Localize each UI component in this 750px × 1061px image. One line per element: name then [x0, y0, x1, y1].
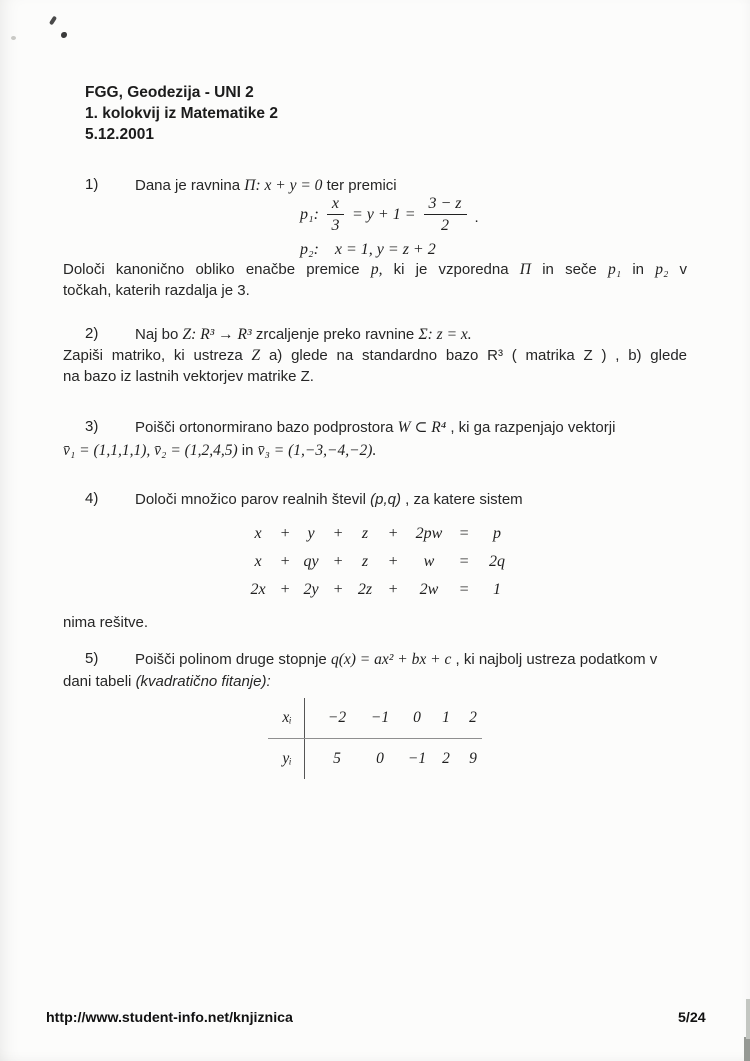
math-fragment: W ⊂ R⁴ [397, 419, 447, 436]
math-fragment: p, [370, 261, 383, 278]
text-fragment: ki je vzporedna [393, 261, 509, 278]
problem-5-intro [135, 650, 657, 670]
system-term: 2w [419, 581, 439, 598]
table-cell: 0 [413, 709, 421, 726]
fraction [327, 194, 344, 235]
problem-1-equation-p1 [300, 194, 479, 235]
text-fragment: v [679, 261, 688, 278]
text-fragment: Poišči polinom druge stopnje [135, 651, 327, 668]
table-cell: 1 [442, 709, 450, 726]
problem-5-intro-line-2 [63, 672, 271, 692]
problem-1-equation-p2 [300, 241, 436, 259]
text-fragment: in seče [542, 261, 597, 278]
punctuation: . [474, 209, 479, 226]
problem-2-number: 2) [85, 325, 99, 342]
data-table [270, 698, 487, 779]
scan-speckle [11, 36, 16, 40]
system-operator: + [279, 553, 291, 570]
text-fragment: in [632, 261, 644, 278]
equation-system [243, 524, 517, 600]
text-fragment: ter premici [326, 177, 397, 194]
fraction-numerator: 3 − z [424, 194, 467, 215]
problem-1-intro [135, 176, 397, 196]
system-term: 2y [303, 581, 319, 598]
math-fragment: p₂ [655, 261, 669, 278]
fraction-denominator: 3 [331, 217, 340, 234]
system-rhs: p [493, 525, 501, 542]
problem-2-intro [135, 325, 472, 345]
problem-5-number: 5) [85, 650, 99, 667]
text-fragment: , za katere sistem [405, 491, 523, 508]
system-operator: + [387, 525, 399, 542]
system-operator: + [332, 525, 344, 542]
scan-edge-artifact [746, 999, 750, 1039]
problem-4-number: 4) [85, 490, 99, 507]
footer-url: http://www.student-info.net/knjiznica [46, 1010, 293, 1026]
system-term: 2x [250, 581, 266, 598]
system-rhs: 1 [493, 581, 501, 598]
table-cell: −1 [407, 750, 427, 767]
math-fragment: Σ: z = x. [418, 326, 472, 343]
math-fragment: Z: R³ → R³ [182, 326, 252, 343]
footer-page-number: 5/24 [678, 1010, 706, 1026]
problem-1-body-line-1 [63, 260, 687, 280]
header-course: FGG, Geodezija - UNI 2 [85, 84, 254, 101]
table-row-label: yᵢ [282, 750, 292, 767]
math-fragment: q(x) = ax² + bx + c [330, 651, 452, 668]
system-operator: = [458, 581, 470, 598]
table-row-x [270, 698, 487, 738]
text-fragment: in [241, 442, 254, 459]
problem-3-intro [135, 418, 615, 438]
text-fragment: Dana je ravnina [135, 177, 241, 194]
math-fragment: v̄₁ = (1,1,1,1), v̄₂ = (1,2,4,5) [63, 442, 238, 459]
table-row-y [270, 739, 487, 779]
table-cell: 5 [333, 750, 341, 767]
system-term: z [361, 525, 369, 542]
math-fragment: = y + 1 = [352, 205, 416, 223]
system-term: qy [303, 553, 319, 570]
table-row-label: xᵢ [282, 709, 292, 726]
table-cell: 9 [469, 750, 477, 767]
math-fragment: Π [519, 261, 531, 278]
system-term: 2z [357, 581, 373, 598]
system-operator: + [387, 553, 399, 570]
problem-2-body-line-2: na bazo iz lastnih vektorjev matrike Z. [63, 368, 314, 385]
problem-1-number: 1) [85, 176, 99, 193]
problem-3-number: 3) [85, 418, 99, 435]
scan-speckle [61, 32, 67, 38]
table-cell: −1 [370, 709, 390, 726]
fraction-numerator: x [327, 194, 344, 215]
header-exam-title: 1. kolokvij iz Matematike 2 [85, 105, 278, 122]
text-fragment: Zapiši matriko, ki ustreza [63, 347, 243, 364]
system-term: x [254, 525, 262, 542]
table-values [304, 739, 487, 779]
text-fragment: , ki ga razpenjajo vektorji [450, 419, 616, 436]
text-fragment: Poišči ortonormirano bazo podprostora [135, 419, 394, 436]
system-operator: + [332, 581, 344, 598]
text-fragment-italic: (kvadratično fitanje): [135, 673, 271, 690]
problem-4-intro [135, 490, 523, 510]
math-fragment: v̄₃ = (1,−3,−4,−2). [257, 442, 377, 459]
math-fragment: Z [251, 347, 261, 364]
scan-edge-artifact [744, 1037, 750, 1061]
problem-3-vectors [63, 441, 376, 461]
system-operator: = [458, 553, 470, 570]
system-operator: + [279, 525, 291, 542]
problem-2-body-line-1 [63, 346, 687, 366]
system-term: 2pw [415, 525, 443, 542]
math-fragment: x = 1, y = z + 2 [334, 241, 436, 258]
text-fragment: , ki najbolj ustreza podatkom v [455, 651, 658, 668]
scan-speckle [49, 16, 57, 26]
system-operator: + [332, 553, 344, 570]
math-fragment: p₁ [607, 261, 622, 278]
system-operator: = [458, 525, 470, 542]
system-operator: + [387, 581, 399, 598]
system-term: z [361, 553, 369, 570]
problem-4-outro: nima rešitve. [63, 614, 149, 631]
line-label: p₁: [300, 205, 319, 223]
table-cell: −2 [327, 709, 347, 726]
table-cell: 0 [376, 750, 384, 767]
fraction-denominator: 2 [441, 217, 450, 234]
text-fragment: Naj bo [135, 326, 179, 343]
header-date: 5.12.2001 [85, 126, 154, 143]
math-fragment: (p,q) [370, 491, 401, 508]
fraction [424, 194, 467, 235]
problem-1-body-line-2: točkah, katerih razdalja je 3. [63, 282, 250, 299]
system-term: w [423, 553, 435, 570]
system-term: x [254, 553, 262, 570]
math-fragment: Π: x + y = 0 [244, 177, 323, 194]
line-label: p₂: [300, 241, 319, 258]
table-cell: 2 [469, 709, 477, 726]
system-rhs: 2q [489, 553, 505, 570]
table-values [304, 698, 487, 738]
table-cell: 2 [442, 750, 450, 767]
system-operator: + [279, 581, 291, 598]
text-fragment: Določi kanonično obliko enačbe premice [63, 261, 360, 278]
text-fragment: a) glede na standardno bazo R³ ( matrika Z ) , b) glede [268, 347, 688, 364]
system-term: y [307, 525, 315, 542]
text-fragment: zrcaljenje preko ravnine [255, 326, 415, 343]
text-fragment: Določi množico parov realnih števil [135, 491, 366, 508]
text-fragment: dani tabeli [63, 673, 132, 690]
